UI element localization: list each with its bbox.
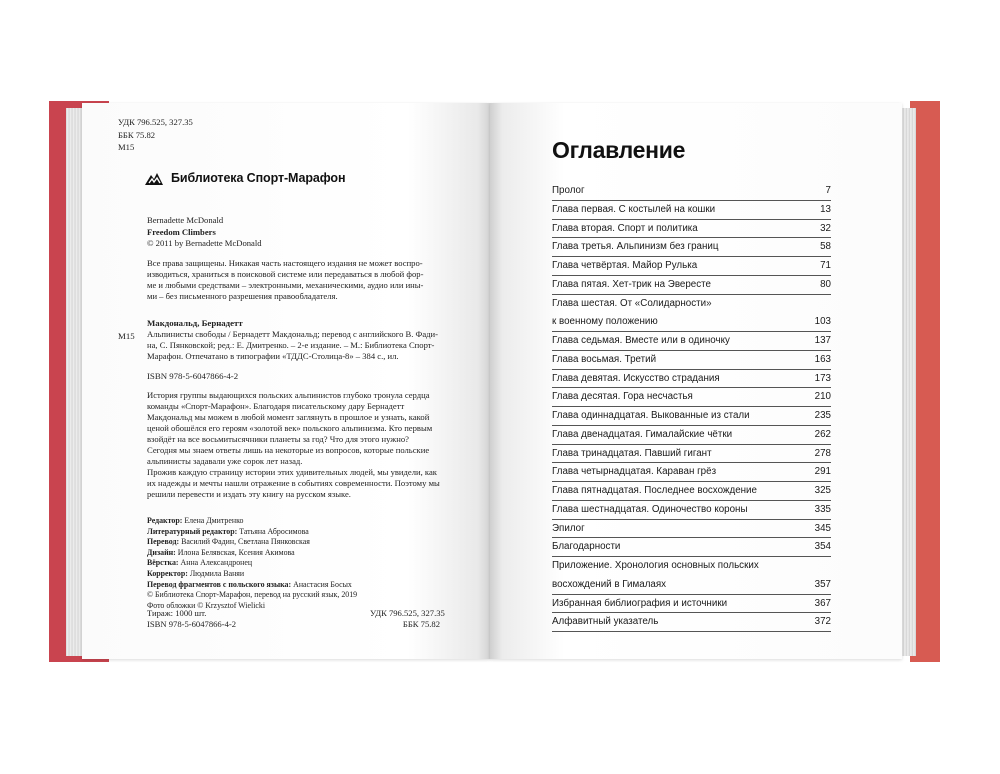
toc-entry (552, 576, 831, 595)
toc-entry-page: 58 (820, 241, 831, 253)
toc-entry-page: 278 (814, 447, 831, 459)
toc-entry-title: Глава пятнадцатая. Последнее восхождение (552, 485, 757, 496)
toc-entry-title: Пролог (552, 185, 585, 196)
toc-entry-page: 137 (814, 335, 831, 346)
toc-entry-page: 291 (814, 466, 831, 478)
toc-entry (552, 313, 831, 332)
toc-entry-title: Глава двенадцатая. Гималайские чётки (552, 428, 733, 440)
toc-entry (552, 613, 831, 632)
toc-entry (552, 351, 831, 370)
toc-entry-title: Приложение. Хронология основных польских (552, 560, 759, 571)
publisher-name: Библиотека Спорт-Марафон (171, 171, 346, 185)
toc-entry-page: 80 (820, 278, 831, 290)
toc-entry (552, 182, 831, 201)
credit-name: © Библиотека Спорт-Марафон, перевод на русский язык, 2019 (147, 590, 358, 600)
bbk-line: ББК 75.82 (118, 129, 156, 140)
toc-entry (552, 388, 831, 407)
toc-entry-page: 103 (814, 316, 831, 328)
rights-line: ми – без письменного разрешения правообладателя. (147, 291, 338, 301)
about-line: Прожив каждую страницу истории этих удивительных людей, мы увидели, как (147, 467, 437, 477)
toc-entry-title: Глава первая. С костылей на кошки (552, 203, 716, 215)
credit-role: Перевод: (147, 537, 180, 547)
mountain-logo-icon (144, 170, 164, 186)
isbn-bottom: ISBN 978-5-6047866-4-2 (147, 619, 237, 629)
credit-role: Редактор: (147, 516, 183, 525)
catalog-line: Альпинисты свободы / Бернадетт Макдональд; перевод с английского В. Фади- (147, 329, 438, 339)
toc-entry-title: Глава вторая. Спорт и политика (552, 222, 698, 234)
credit-line (147, 516, 447, 527)
toc-entry-title: Глава десятая. Гора несчастья (552, 391, 693, 403)
classification-bottom (370, 608, 445, 630)
rights-line: ме и любыми средствами – электронными, механическими, аудио или ины- (147, 280, 424, 290)
toc-entry (552, 538, 831, 557)
toc-entry (552, 295, 831, 314)
toc-entry (552, 520, 831, 539)
rights-notice (147, 258, 447, 302)
udk-line: УДК 796.525, 327.35 (118, 117, 193, 127)
toc-entry (552, 276, 831, 295)
about-line: взойдёт на все восьмитысячники планеты за год? Что для этого нужно? (147, 434, 409, 444)
toc-entry-title: Алфавитный указатель (552, 616, 659, 628)
publisher-logo (144, 170, 345, 186)
original-title: Freedom Climbers (147, 226, 216, 237)
toc-entry-page: 32 (820, 222, 831, 234)
rights-line: Все права защищены. Никакая часть настоящего издания не может воспро- (147, 258, 423, 268)
credit-name: Илона Белявская, Ксения Акимова (177, 547, 295, 557)
credit-name: Елена Дмитренко (184, 516, 244, 525)
toc-entry-title: Глава девятая. Искусство страдания (552, 372, 720, 384)
toc-entry-page: 367 (814, 597, 831, 609)
toc-entry (552, 557, 831, 576)
credit-role: Перевод фрагментов с польского языка: (147, 579, 292, 589)
credit-role: Вёрстка: (147, 558, 179, 568)
rights-line: изводиться, храниться в поисковой системе или передаваться в любой фор- (147, 269, 424, 279)
toc-entry-page: 372 (814, 616, 831, 628)
toc-entry-page: 7 (825, 185, 831, 196)
credit-line (147, 569, 447, 580)
toc-entry (552, 595, 831, 614)
print-run: Тираж: 1000 шт. (147, 608, 207, 618)
credit-name: Людмила Ваняи (189, 568, 245, 578)
toc-entry-title: Глава третья. Альпинизм без границ (552, 241, 719, 253)
about-line: ценой обошёлся его героям «золотой век» польского альпинизма. Кто первым (147, 423, 433, 433)
toc-entry-page: 71 (820, 260, 831, 271)
toc-entry-page: 354 (814, 541, 831, 553)
toc-entry (552, 332, 831, 351)
toc-entry-page: 335 (814, 503, 831, 515)
original-copyright: © 2011 by Bernadette McDonald (147, 238, 262, 248)
toc-entry (552, 238, 831, 257)
toc-entry-page: 345 (814, 522, 831, 534)
credit-line (147, 590, 447, 601)
catalog-code: М15 (118, 331, 135, 341)
toc-entry-title: Глава тринадцатая. Павший гигант (552, 447, 712, 459)
toc-entry-title: Глава восьмая. Третий (552, 353, 657, 365)
print-run-block (147, 608, 236, 630)
toc-entry (552, 220, 831, 239)
credit-role: Дизайн: (147, 547, 176, 557)
isbn-line: ISBN 978-5-6047866-4-2 (147, 371, 239, 381)
credit-role: Литературный редактор: (147, 526, 238, 536)
toc-entry-title: Глава шестнадцатая. Одиночество короны (552, 503, 748, 515)
toc-entry-page: 325 (814, 485, 831, 496)
toc-entry-page: 357 (814, 578, 831, 590)
toc-entry-title: Глава четвёртая. Майор Рулька (552, 260, 698, 271)
about-line: История группы выдающихся польских альпинистов глубоко тронула сердца (147, 390, 430, 400)
toc-entry (552, 370, 831, 389)
credit-name: Василий Фадин, Светлана Пянковская (181, 537, 310, 547)
toc-entry-page: 262 (814, 428, 831, 440)
credits-block (147, 516, 447, 611)
catalog-author: Макдональд, Бернадетт (147, 318, 243, 328)
about-line: команды «Спорт-Марафон». Благодаря писательскому дару Бернадетт (147, 401, 405, 411)
credit-line (147, 527, 447, 538)
catalog-entry (147, 318, 447, 362)
toc-entry-title: Глава четырнадцатая. Караван грёз (552, 466, 717, 478)
toc-entry-title: Эпилог (552, 522, 585, 534)
credit-line (147, 537, 447, 548)
original-author: Bernadette McDonald (147, 215, 224, 225)
toc-entry-title: Глава пятая. Хет-трик на Эвересте (552, 278, 711, 290)
udk-bottom: УДК 796.525, 327.35 (370, 608, 445, 618)
about-line: Макдональд мы можем в любой момент заглянуть в прошлое и узнать, какой (147, 412, 430, 422)
page-edges-right (900, 108, 916, 656)
toc-entry-title: к военному положению (552, 316, 658, 328)
about-line: их надежды и мечты нашли отражение в событиях современности. Поэтому мы (147, 478, 440, 488)
toc-entry-page: 13 (820, 203, 831, 215)
toc-entry (552, 201, 831, 220)
toc-entry-page: 235 (814, 410, 831, 421)
author-sign-line: М15 (118, 142, 135, 152)
about-line: альпинисты задавали уже сорок лет назад. (147, 456, 303, 466)
toc-entry-page: 210 (814, 391, 831, 403)
table-of-contents (552, 182, 831, 632)
credit-name: Анна Александронец (180, 558, 253, 568)
toc-entry-page: 163 (814, 353, 831, 365)
toc-entry (552, 482, 831, 501)
toc-entry-page: 173 (814, 372, 831, 384)
udk-block (118, 116, 278, 154)
toc-entry (552, 257, 831, 276)
credit-name: Анастасия Босых (293, 579, 352, 589)
credit-name: Фото обложки © Krzysztof Wielicki (147, 600, 266, 610)
toc-entry (552, 501, 831, 520)
credit-line (147, 558, 447, 569)
original-edition-info (147, 215, 447, 250)
toc-entry (552, 407, 831, 426)
toc-entry-title: Глава одиннадцатая. Выкованные из стали (552, 410, 750, 421)
toc-entry-title: Глава шестая. От «Солидарности» (552, 297, 712, 309)
toc-entry (552, 463, 831, 482)
catalog-line: на, С. Пянковской; ред.: Е. Дмитренко. – 2-е издание. – М.: Библиотека Спорт- (147, 340, 435, 350)
credit-role: Корректор: (147, 568, 188, 578)
toc-entry-title: Глава седьмая. Вместе или в одиночку (552, 335, 730, 346)
toc-title: Оглавление (552, 137, 686, 163)
bbk-bottom: ББК 75.82 (402, 619, 440, 629)
about-line: решили перевести и издать эту книгу на русском языке. (147, 489, 351, 499)
about-line: Сегодня мы знаем ответы лишь на некоторые из вопросов, которые польские (147, 445, 430, 455)
catalog-line: Марафон. Отпечатано в типографии «ТДДС-Столица-8» – 384 с., ил. (147, 351, 399, 361)
toc-entry-title: Избранная библиография и источники (552, 597, 728, 609)
toc-entry-title: Благодарности (552, 541, 621, 553)
about-text (147, 390, 447, 500)
credit-name: Татьяна Абросимова (239, 526, 309, 536)
toc-entry-title: восхождений в Гималаях (552, 578, 667, 590)
toc-entry (552, 426, 831, 445)
credit-line (147, 580, 447, 591)
credit-line (147, 548, 447, 559)
toc-entry (552, 445, 831, 464)
